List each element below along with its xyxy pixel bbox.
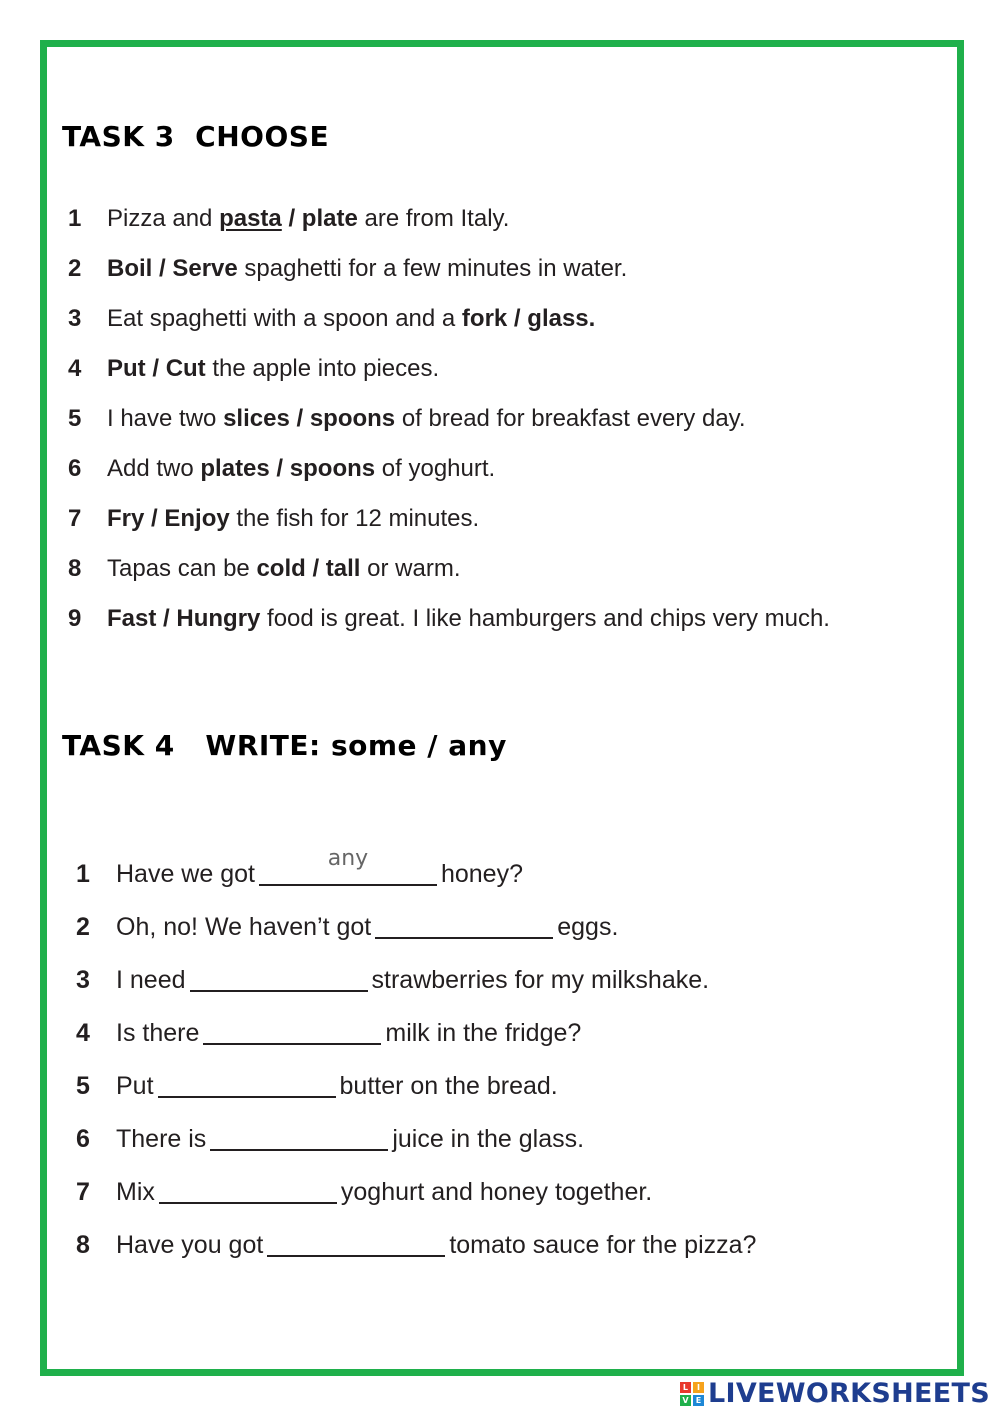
item-number: 3 (76, 966, 90, 994)
item-number: 7 (76, 1178, 90, 1206)
task4-item: 6 There is juice in the glass. (76, 1125, 585, 1153)
item-number: 1 (68, 205, 82, 232)
option[interactable]: fork (461, 305, 508, 332)
task3-item: 7 Fry / Enjoy the fish for 12 minutes. (68, 505, 480, 532)
option[interactable]: Serve (172, 255, 238, 282)
task3-item: 1 Pizza and pasta / plate are from Italy. (68, 205, 510, 232)
item-number: 7 (68, 505, 82, 532)
option[interactable]: Put (107, 355, 146, 382)
task3-item: 9 Fast / Hungry food is great. I like hamburgers and chips very much. (68, 605, 830, 632)
item-number: 6 (68, 455, 82, 482)
option[interactable]: tall (325, 555, 361, 582)
task3-item: 8 Tapas can be cold / tall or warm. (68, 555, 461, 582)
option[interactable]: glass. (527, 305, 596, 332)
option[interactable]: Boil (107, 255, 153, 282)
logo-text: LIVEWORKSHEETS (707, 1378, 990, 1409)
item-number: 5 (76, 1072, 90, 1100)
item-number: 3 (68, 305, 82, 332)
option[interactable]: slices (223, 405, 290, 432)
option[interactable]: cold (256, 555, 306, 582)
answer-blank[interactable] (190, 964, 368, 992)
item-number: 5 (68, 405, 82, 432)
item-number: 4 (76, 1019, 90, 1047)
answer-blank[interactable] (259, 846, 437, 886)
answer-blank[interactable] (158, 1070, 336, 1098)
task4-item: 4 Is there milk in the fridge? (76, 1019, 582, 1047)
item-number: 6 (76, 1125, 90, 1153)
option[interactable]: Fast (107, 605, 157, 632)
answer-blank[interactable] (210, 1123, 388, 1151)
option[interactable]: spoons (309, 405, 396, 432)
item-number: 4 (68, 355, 82, 382)
task4-item: 7 Mix yoghurt and honey together. (76, 1178, 653, 1206)
task3-item: 4 Put / Cut the apple into pieces. (68, 355, 440, 382)
option[interactable]: plate (301, 205, 358, 232)
task3-item: 6 Add two plates / spoons of yoghurt. (68, 455, 496, 482)
item-number: 9 (68, 605, 82, 632)
task4-item: 5 Put butter on the bread. (76, 1072, 558, 1100)
task4-item: 2 Oh, no! We haven’t got eggs. (76, 913, 619, 941)
task4-heading: TASK 4 WRITE: some / any (62, 729, 507, 762)
logo-mark-icon: L I V E (680, 1382, 704, 1406)
option[interactable]: Cut (165, 355, 206, 382)
option-selected[interactable]: pasta (219, 205, 282, 232)
answer-blank[interactable] (203, 1017, 381, 1045)
item-number: 2 (76, 913, 90, 941)
task3-item: 2 Boil / Serve spaghetti for a few minutes in water. (68, 255, 628, 282)
item-number: 1 (76, 860, 90, 888)
answer-blank[interactable] (267, 1229, 445, 1257)
option[interactable]: Enjoy (164, 505, 230, 532)
option[interactable]: spoons (289, 455, 376, 482)
item-number: 8 (68, 555, 82, 582)
task4-item: 8 Have you got tomato sauce for the pizza? (76, 1231, 757, 1259)
option[interactable]: Hungry (176, 605, 261, 632)
task3-item: 5 I have two slices / spoons of bread for breakfast every day. (68, 405, 746, 432)
item-number: 2 (68, 255, 82, 282)
task3-heading: TASK 3 CHOOSE (62, 120, 330, 153)
task4-item: 3 I need strawberries for my milkshake. (76, 966, 710, 994)
liveworksheets-logo (680, 1378, 990, 1409)
option[interactable]: plates (200, 455, 270, 482)
answer-blank[interactable] (375, 911, 553, 939)
answer-blank[interactable] (159, 1176, 337, 1204)
answer-text: any (327, 846, 369, 871)
item-number: 8 (76, 1231, 90, 1259)
task3-item: 3 Eat spaghetti with a spoon and a fork / glass. (68, 305, 596, 332)
option[interactable]: Fry (107, 505, 145, 532)
task4-item: 1 Have we got any honey? (76, 846, 523, 888)
